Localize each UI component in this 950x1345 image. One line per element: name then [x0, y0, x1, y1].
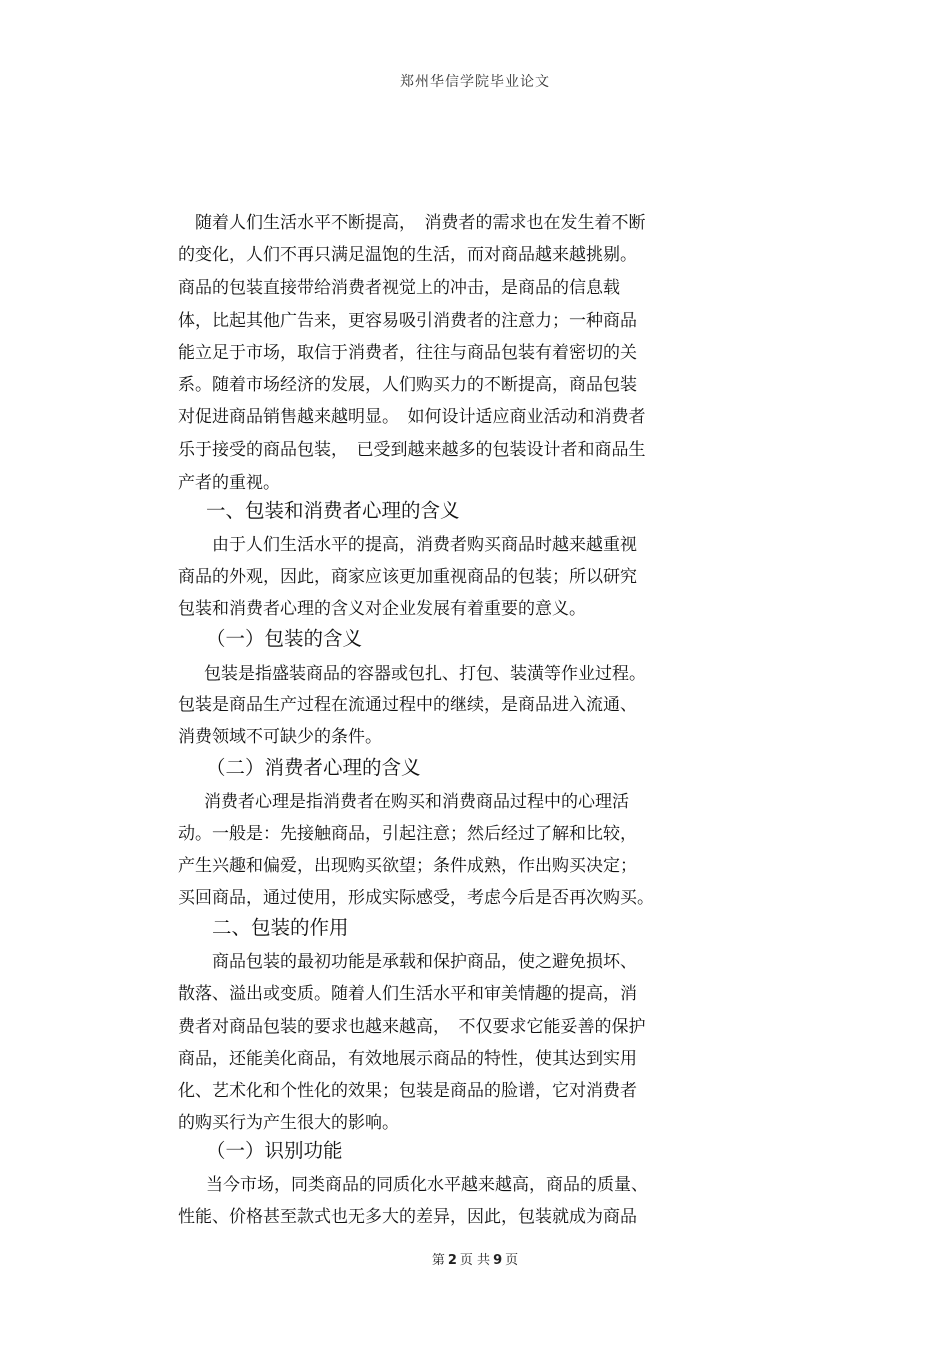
paragraph-line: 商品的外观，因此，商家应该更加重视商品的包装；所以研究 — [178, 567, 637, 587]
paragraph-line: 包装是指盛装商品的容器或包扎、打包、装潢等作业过程。 — [204, 664, 646, 684]
subsection-heading: （二）消费者心理的含义 — [206, 756, 421, 779]
paragraph-line: 的购买行为产生很大的影响。 — [178, 1113, 399, 1133]
paragraph-line: 动。一般是：先接触商品，引起注意；然后经过了解和比较， — [178, 824, 637, 844]
paragraph-line: 当今市场，同类商品的同质化水平越来越高，商品的质量、 — [206, 1175, 648, 1195]
paragraph-line: 对促进商品销售越来越明显。 如何设计适应商业活动和消费者 — [178, 407, 646, 427]
paragraph-line: 性能、价格甚至款式也无多大的差异，因此，包装就成为商品 — [178, 1207, 637, 1227]
section-heading: 一、包装和消费者心理的含义 — [206, 499, 460, 522]
paragraph-line: 乐于接受的商品包装， 已受到越来越多的包装设计者和商品生 — [178, 440, 646, 460]
paragraph-line: 能立足于市场，取信于消费者，往往与商品包装有着密切的关 — [178, 343, 637, 363]
footer-page-number: 2 — [447, 1253, 457, 1268]
paragraph-line: 的变化，人们不再只满足温饱的生活，而对商品越来越挑剔。 — [178, 245, 637, 265]
paragraph-line: 散落、溢出或变质。随着人们生活水平和审美情趣的提高，消 — [178, 984, 637, 1004]
page-header: 郑州华信学院毕业论文 — [400, 74, 550, 90]
paragraph-line: 系。随着市场经济的发展，人们购买力的不断提高，商品包装 — [178, 375, 637, 395]
paragraph-line: 商品，还能美化商品，有效地展示商品的特性，使其达到实用 — [178, 1049, 637, 1069]
paragraph-line: 包装是商品生产过程在流通过程中的继续，是商品进入流通、 — [178, 695, 637, 715]
paragraph-line: 费者对商品包装的要求也越来越高， 不仅要求它能妥善的保护 — [178, 1017, 646, 1037]
paragraph-line: 消费者心理是指消费者在购买和消费商品过程中的心理活 — [204, 792, 629, 812]
paragraph-line: 随着人们生活水平不断提高， 消费者的需求也在发生着不断 — [195, 213, 646, 233]
paragraph-line: 体，比起其他广告来，更容易吸引消费者的注意力；一种商品 — [178, 311, 637, 331]
subsection-heading: （一）识别功能 — [206, 1139, 343, 1162]
paragraph-line: 商品的包装直接带给消费者视觉上的冲击，是商品的信息载 — [178, 278, 620, 298]
paragraph-line: 由于人们生活水平的提高，消费者购买商品时越来越重视 — [212, 535, 637, 555]
paragraph-line: 产生兴趣和偏爱，出现购买欲望；条件成熟，作出购买决定； — [178, 856, 637, 876]
paragraph-line: 化、艺术化和个性化的效果；包装是商品的脸谱，它对消费者 — [178, 1081, 637, 1101]
paragraph-line: 买回商品，通过使用，形成实际感受，考虑今后是否再次购买。 — [178, 888, 654, 908]
paragraph-line: 产者的重视。 — [178, 473, 280, 493]
paragraph-line: 商品包装的最初功能是承载和保护商品，使之避免损坏、 — [212, 952, 637, 972]
section-heading: 二、包装的作用 — [212, 916, 349, 939]
footer-prefix: 第 — [431, 1253, 445, 1268]
footer-mid: 页 共 — [459, 1253, 491, 1268]
paragraph-line: 消费领域不可缺少的条件。 — [178, 727, 382, 747]
page-footer — [0, 1249, 950, 1268]
paragraph-line: 包装和消费者心理的含义对企业发展有着重要的意义。 — [178, 599, 586, 619]
subsection-heading: （一）包装的含义 — [206, 627, 363, 650]
footer-total-pages: 9 — [493, 1253, 503, 1268]
footer-suffix: 页 — [505, 1253, 519, 1268]
